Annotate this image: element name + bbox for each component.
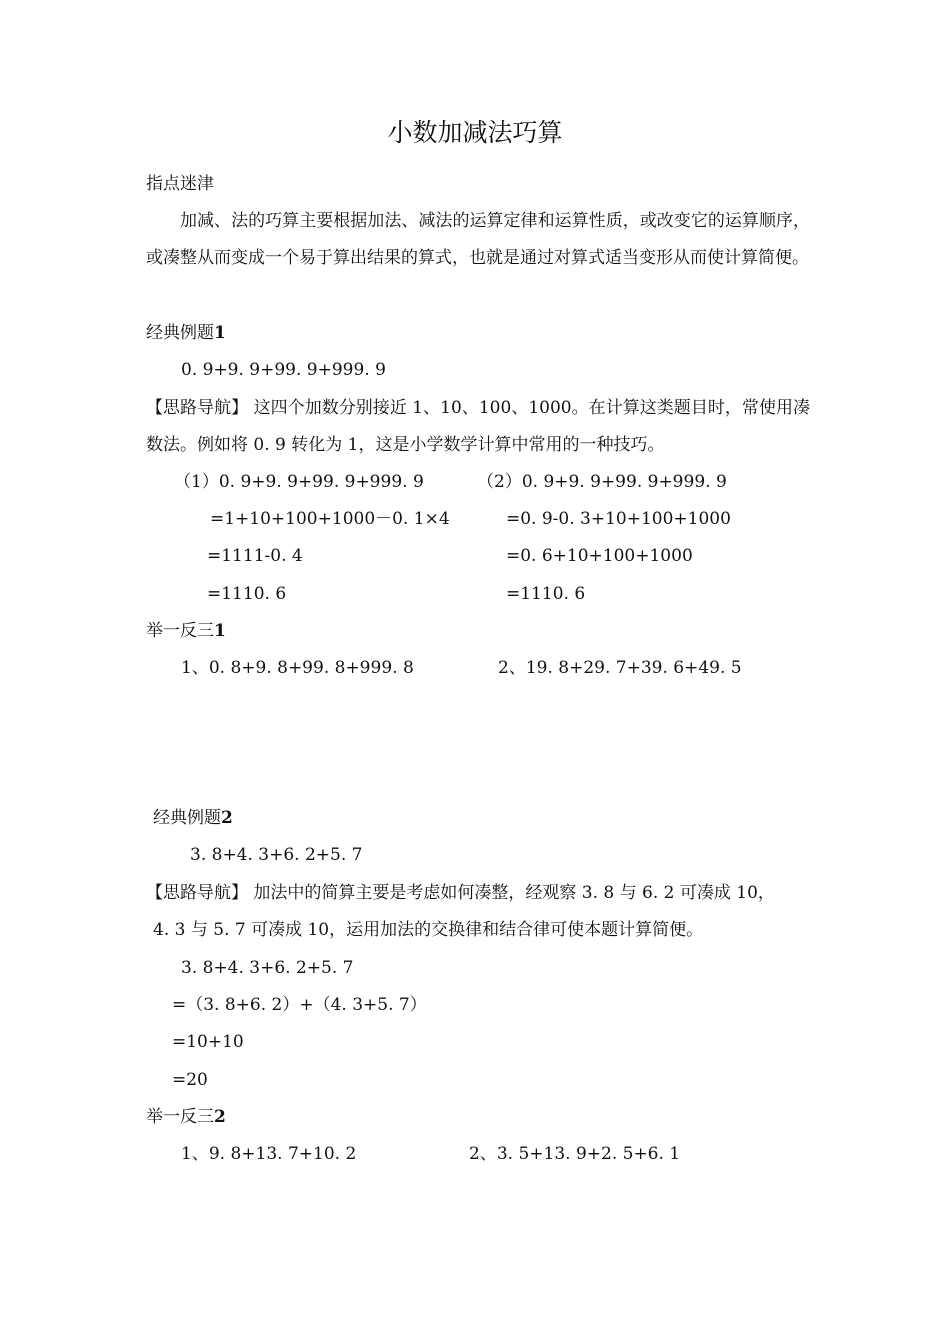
practice2-question: 2、3. 5+13. 9+2. 5+6. 1 bbox=[469, 1144, 681, 1164]
page-title: 小数加减法巧算 bbox=[387, 118, 563, 147]
practice2-heading-text: 举一反三 bbox=[146, 1107, 214, 1127]
example2-step: =20 bbox=[172, 1070, 208, 1090]
practice1-heading-text: 举一反三 bbox=[146, 621, 214, 641]
example2-step: =（3. 8+6. 2）+（4. 3+5. 7） bbox=[172, 995, 427, 1015]
method2-line: =1110. 6 bbox=[506, 584, 586, 604]
practice2-heading-num: 2 bbox=[214, 1107, 226, 1127]
example2-step: =10+10 bbox=[172, 1032, 244, 1052]
method1-line: （1）0. 9+9. 9+99. 9+999. 9 bbox=[174, 472, 424, 492]
intro-paragraph: 加减、法的巧算主要根据加法、减法的运算定律和运算性质，或改变它的运算顺序，或凑整从而变成一个易于算出结果的算式，也就是通过对算式适当变形从而使计算简便。 bbox=[146, 211, 810, 268]
example1-problem: 0. 9+9. 9+99. 9+999. 9 bbox=[181, 360, 386, 380]
practice1-heading bbox=[146, 621, 226, 641]
method1-line: =1+10+100+1000－0. 1×4 bbox=[210, 509, 450, 529]
example2-heading-num: 2 bbox=[221, 808, 233, 828]
example2-step: 3. 8+4. 3+6. 2+5. 7 bbox=[181, 958, 354, 978]
method2-line: =0. 6+10+100+1000 bbox=[506, 546, 693, 566]
practice1-question: 1、0. 8+9. 8+99. 8+999. 8 bbox=[181, 658, 414, 678]
example2-problem: 3. 8+4. 3+6. 2+5. 7 bbox=[190, 845, 363, 865]
example2-guide-line2: 4. 3 与 5. 7 可凑成 10，运用加法的交换律和结合律可使本题计算简便。 bbox=[153, 920, 704, 940]
guide-text: 加法中的简算主要是考虑如何凑整，经观察 3. 8 与 6. 2 可凑成 10， bbox=[253, 883, 775, 903]
guide-label: 【思路导航】 bbox=[146, 398, 249, 418]
method2-line: （2）0. 9+9. 9+99. 9+999. 9 bbox=[477, 472, 727, 492]
example2-guide-line1 bbox=[146, 883, 775, 903]
guide-label: 【思路导航】 bbox=[146, 883, 248, 903]
practice2-question: 1、9. 8+13. 7+10. 2 bbox=[181, 1144, 357, 1164]
practice1-question: 2、19. 8+29. 7+39. 6+49. 5 bbox=[498, 658, 742, 678]
intro-heading: 指点迷津 bbox=[146, 174, 214, 194]
example2-heading-text: 经典例题 bbox=[153, 808, 221, 828]
example1-heading-num: 1 bbox=[214, 323, 226, 343]
guide-text: 这四个加数分别接近 1、10、100、1000。在计算这类题目时，常使用凑数法。例如将 0. 9 转化为 1，这是小学数学计算中常用的一种技巧。 bbox=[146, 398, 811, 455]
practice2-heading bbox=[146, 1107, 226, 1127]
practice1-heading-num: 1 bbox=[214, 621, 226, 641]
example1-guide bbox=[146, 390, 810, 464]
example1-heading-text: 经典例题 bbox=[146, 323, 214, 343]
method2-line: =0. 9-0. 3+10+100+1000 bbox=[506, 509, 731, 529]
example2-heading bbox=[153, 808, 233, 828]
method1-line: =1111-0. 4 bbox=[207, 546, 303, 566]
example1-heading bbox=[146, 323, 226, 343]
method1-line: =1110. 6 bbox=[207, 584, 287, 604]
